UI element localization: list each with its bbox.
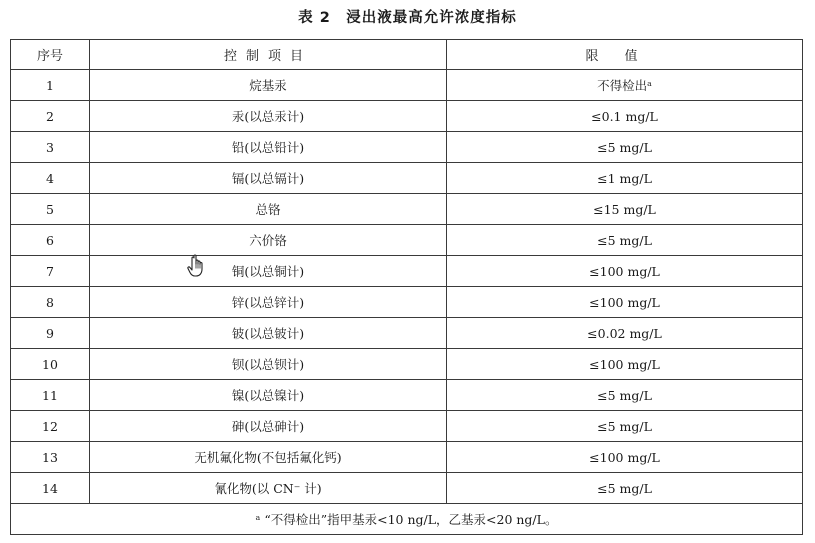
table-row: [11, 349, 803, 380]
control-item: 镉(以总镉计): [90, 163, 447, 194]
control-item: 砷(以总砷计): [90, 411, 447, 442]
leachate-limits-table: [10, 39, 803, 535]
control-item: 无机氟化物(不包括氟化钙): [90, 442, 447, 473]
column-header-limit: 限值: [447, 40, 803, 70]
row-number: 3: [11, 132, 90, 163]
control-item: 总铬: [90, 194, 447, 225]
row-number: 6: [11, 225, 90, 256]
table-row: [11, 287, 803, 318]
control-item: 铅(以总铅计): [90, 132, 447, 163]
limit-value: ≤15 mg/L: [447, 194, 803, 225]
table-header-row: [11, 40, 803, 70]
footnote-row: [11, 504, 803, 535]
control-item: 氰化物(以 CN⁻ 计): [90, 473, 447, 504]
row-number: 14: [11, 473, 90, 504]
table-row: [11, 132, 803, 163]
control-item: 汞(以总汞计): [90, 101, 447, 132]
limit-value: ≤1 mg/L: [447, 163, 803, 194]
row-number: 7: [11, 256, 90, 287]
row-number: 8: [11, 287, 90, 318]
column-header-item: 控制项目: [90, 40, 447, 70]
control-item: 镍(以总镍计): [90, 380, 447, 411]
control-item: 锌(以总锌计): [90, 287, 447, 318]
table-row: [11, 256, 803, 287]
table-row: [11, 442, 803, 473]
row-number: 13: [11, 442, 90, 473]
row-number: 4: [11, 163, 90, 194]
table-row: [11, 101, 803, 132]
limit-value: ≤5 mg/L: [447, 411, 803, 442]
hand-pointer-icon: [186, 253, 210, 279]
table-footnote: ᵃ “不得检出”指甲基汞<10 ng/L，乙基汞<20 ng/L。: [11, 504, 803, 535]
limit-value: 不得检出ᵃ: [447, 70, 803, 101]
table-row: [11, 411, 803, 442]
row-number: 12: [11, 411, 90, 442]
control-item: 铜(以总铜计): [90, 256, 447, 287]
table-row: [11, 163, 803, 194]
control-item: 六价铬: [90, 225, 447, 256]
limit-value: ≤5 mg/L: [447, 380, 803, 411]
table-row: [11, 70, 803, 101]
limit-value: ≤100 mg/L: [447, 256, 803, 287]
table-row: [11, 194, 803, 225]
table-row: [11, 225, 803, 256]
control-item: 钡(以总钡计): [90, 349, 447, 380]
limit-value: ≤0.02 mg/L: [447, 318, 803, 349]
limit-value: ≤100 mg/L: [447, 442, 803, 473]
row-number: 10: [11, 349, 90, 380]
row-number: 5: [11, 194, 90, 225]
limit-value: ≤0.1 mg/L: [447, 101, 803, 132]
row-number: 2: [11, 101, 90, 132]
table-row: [11, 473, 803, 504]
limit-value: ≤100 mg/L: [447, 349, 803, 380]
control-item: 烷基汞: [90, 70, 447, 101]
column-header-number: 序号: [11, 40, 90, 70]
limit-value: ≤5 mg/L: [447, 132, 803, 163]
row-number: 9: [11, 318, 90, 349]
table-row: [11, 380, 803, 411]
table-row: [11, 318, 803, 349]
limit-value: ≤100 mg/L: [447, 287, 803, 318]
limit-value: ≤5 mg/L: [447, 225, 803, 256]
table-title: 表 2 浸出液最高允许浓度指标: [298, 10, 517, 26]
row-number: 1: [11, 70, 90, 101]
control-item: 铍(以总铍计): [90, 318, 447, 349]
limit-value: ≤5 mg/L: [447, 473, 803, 504]
row-number: 11: [11, 380, 90, 411]
